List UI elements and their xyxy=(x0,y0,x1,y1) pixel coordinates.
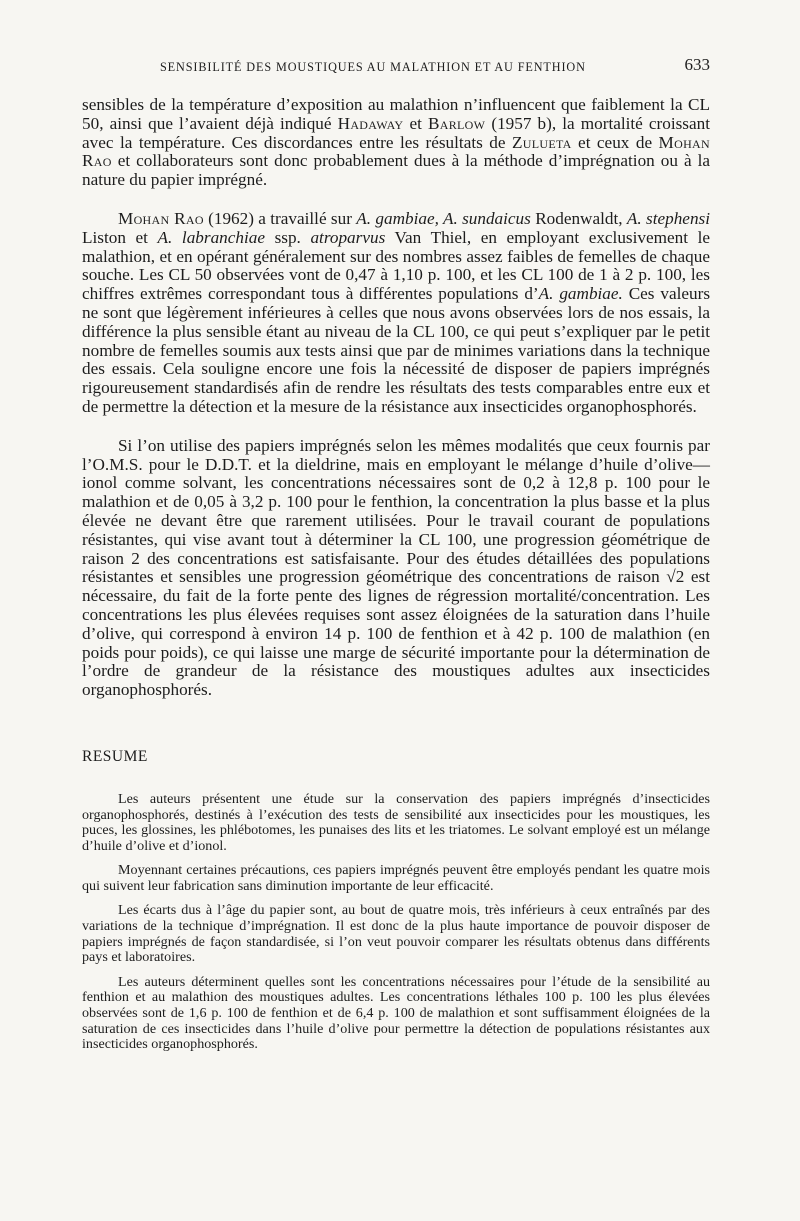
paragraph-2-text: (1962) a travaillé sur xyxy=(203,208,357,228)
running-title: SENSIBILITÉ DES MOUSTIQUES AU MALATHION ET AU FENTHION xyxy=(160,60,586,74)
resume-paragraph: Les écarts dus à l’âge du papier sont, au bout de quatre mois, très inférieurs à ceux entraînés par des variations de la technique d’imprégnation. Il est donc de la plus haute importance de pouvoir disposer de papiers imprégnés de façon standardisée, si l’on veut pouvoir comparer les résultats obtenus dans différents pays et laboratoires. xyxy=(82,902,710,966)
paragraph-2-text: Van Thiel, en employant exclusivement le malathion, et en opérant généralement sur des nombres assez faibles de femelles de chaque souche. Les CL 50 observées vont de 0,47 à 1,10 p. 100, et les CL 100 de 1 à 2 p. 100, les chiffres extrêmes correspondant tous à différentes populations d’ xyxy=(82,227,710,304)
species-name: A. stephensi xyxy=(626,208,710,228)
author-name: Mohan Rao xyxy=(118,208,204,228)
resume-paragraph: Les auteurs présentent une étude sur la conservation des papiers imprégnés d’insecticides organophosphorés, destinés à l’exécution des tests de sensibilité aux insecticides pour les moustiques, les puces, les glossines, les phlébotomes, les punaises des lits et les triatomes. Le solvant employé est un mélange d’huile d’olive et d’ionol. xyxy=(82,790,710,854)
paragraph-2-text: Rodenwaldt, xyxy=(530,208,627,228)
paragraph-2-text: Liston et xyxy=(82,227,158,247)
resume-heading: RESUME xyxy=(82,747,148,765)
resume-summary xyxy=(82,792,710,1053)
paragraph-1-text: et ceux de xyxy=(571,132,659,152)
paragraph-2-text: ssp. xyxy=(264,227,311,247)
paragraph-3: Si l’on utilise des papiers imprégnés selon les mêmes modalités que ceux fournis par l’O.M.S. pour le D.D.T. et la dieldrine, mais en employant le mélange d’huile d’olive—ionol comme solvant, les concentrations nécessaires sont de 0,2 à 12,8 p. 100 pour le malathion et de 0,05 à 3,2 p. 100 pour le fenthion, la concentration la plus basse et la plus élevée ne devant être que rarement utilisées. Pour le travail courant de populations résistantes, qui vise avant tout à déterminer la CL 100, une progression géométrique de raison 2 des concentrations est satisfaisante. Pour des études détaillées des populations résistantes et sensibles une progression géométrique des concentrations de raison √2 est nécessaire, du fait de la forte pente des lignes de régression mortalité/concentration. Les concentrations les plus élevées requises sont assez éloignées de la saturation dans l’huile d’olive, qui correspond à environ 14 p. 100 de fenthion et à 42 p. 100 de malathion (en poids pour poids), ce qui laisse une marge de sécurité importante pour la détermination de l’ordre de grandeur de la résistance des moustiques adultes aux insecticides organophosphorés. xyxy=(82,435,710,700)
paragraph-1-text: et xyxy=(403,113,428,133)
author-name: Zulueta xyxy=(511,132,572,152)
paragraph-1 xyxy=(82,96,710,190)
page-number: 633 xyxy=(684,55,710,74)
paragraph-1-text: sensibles de la température d’exposition au malathion n’influencent que faiblement la CL 50, ainsi que l’avaient déjà indiqué xyxy=(82,95,710,133)
species-name: A. gambiae, A. sundaicus xyxy=(356,208,531,228)
author-name: Hadaway xyxy=(337,113,404,133)
running-header xyxy=(82,52,710,80)
species-name: A. gambiae. xyxy=(538,284,623,304)
body-text xyxy=(82,96,710,700)
author-name: Barlow xyxy=(428,113,486,133)
species-name: A. labranchiae xyxy=(157,227,265,247)
paragraph-1-text: et collaborateurs sont donc probablement dues à la méthode d’imprégnation ou à la nature du papier imprégné. xyxy=(82,151,710,190)
paragraph-1-text: (1957 b), la mortalité croissant avec la température. Ces discordances entre les résultats de xyxy=(82,113,710,152)
author-name: Mohan Rao xyxy=(82,132,710,171)
paragraph-2 xyxy=(82,210,710,417)
species-name: atroparvus xyxy=(310,227,386,247)
paragraph-2-text: Ces valeurs ne sont que légèrement inférieures à celles que nous avons observées lors de nos essais, la différence la plus sensible étant au niveau de la CL 100, ce qui peut s’expliquer par le petit nombre de femelles soumis aux tests ainsi que par de minimes variations dans la technique des essais. Cela souligne encore une fois la nécessité de disposer de papiers imprégnés rigoureusement standardisés afin de rendre les résultats des tests comparables entre eux et de permettre la détection et la mesure de la résistance aux insecticides organophosphorés. xyxy=(82,284,711,416)
resume-paragraph: Les auteurs déterminent quelles sont les concentrations nécessaires pour l’étude de la sensibilité au fenthion et au malathion des moustiques adultes. Les concentrations léthales 100 p. 100 les plus élevées observées sont de 1,6 p. 100 de fenthion et de 6,4 p. 100 de malathion et sont suffisamment éloignées de la saturation de ces insecticides dans l’huile d’olive pour permettre la détection de populations résistantes aux insecticides organophosphorés. xyxy=(82,973,710,1053)
resume-paragraph: Moyennant certaines précautions, ces papiers imprégnés peuvent être employés pendant les quatre mois qui suivent leur fabrication sans diminution importante de leur efficacité. xyxy=(82,862,710,894)
document-page xyxy=(82,52,710,1062)
